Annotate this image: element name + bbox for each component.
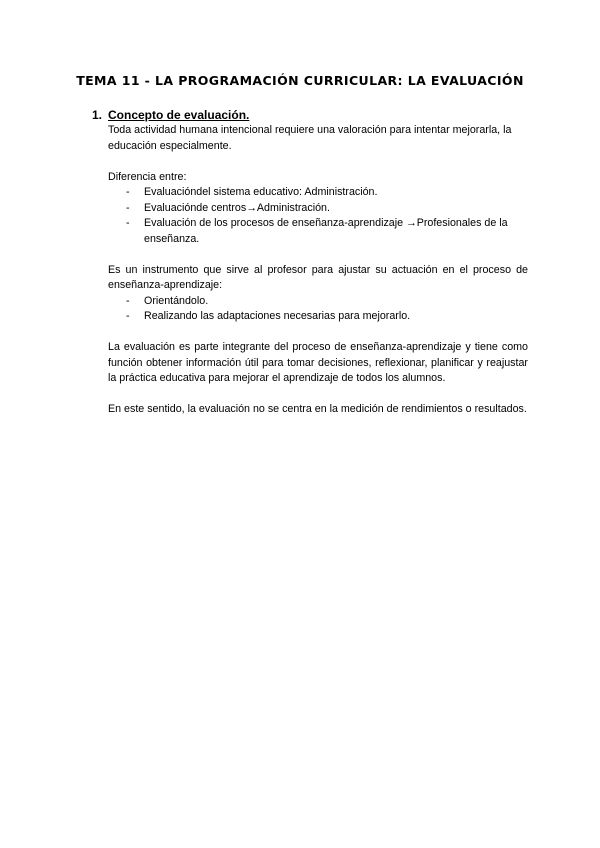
spacer — [108, 387, 528, 403]
list-item-text: Evaluacióndel sistema educativo: Administración. — [144, 186, 378, 198]
dash-bullet: - — [126, 310, 130, 322]
list-item — [108, 216, 528, 247]
list-item-text: Orientándolo. — [144, 294, 209, 307]
difference-intro: Diferencia entre: — [108, 170, 187, 183]
dash-bullet: - — [126, 186, 130, 198]
document-title: TEMA 11 - LA PROGRAMACIÓN CURRICULAR: LA EVALUACIÓN — [76, 73, 524, 88]
dash-bullet: - — [126, 217, 130, 229]
spacer — [108, 325, 528, 341]
list-item — [108, 309, 528, 325]
instrument-paragraph: Es un instrumento que sirve al profesor para ajustar su actuación en el proceso de enseñanza-aprendizaje: — [108, 263, 528, 291]
list-item-text: Evaluaciónde centros→Administración. — [144, 201, 330, 214]
list-item — [108, 294, 528, 310]
list-item — [108, 185, 528, 201]
list-item-text: Realizando las adaptaciones necesarias para mejorarlo. — [144, 310, 411, 322]
section-number: 1. — [92, 108, 103, 122]
dash-bullet: - — [126, 294, 130, 307]
spacer — [108, 247, 528, 263]
list-item — [108, 201, 528, 217]
spacer — [108, 154, 528, 170]
dash-bullet: - — [126, 201, 130, 214]
section-concepto-evaluacion — [92, 107, 528, 418]
section-heading — [92, 107, 528, 123]
conclusion-paragraph: En este sentido, la evaluación no se centra en la medición de rendimientos o resultados. — [108, 403, 527, 415]
list-item-text: Evaluación de los procesos de enseñanza-aprendizaje →Profesionales de la enseñanza. — [144, 217, 508, 245]
intro-paragraph: Toda actividad humana intencional requiere una valoración para intentar mejorarla, la educación especialmente. — [108, 124, 512, 152]
instrument-list — [108, 294, 528, 325]
section-heading-text: Concepto de evaluación. — [108, 108, 250, 122]
evaluation-paragraph: La evaluación es parte integrante del proceso de enseñanza-aprendizaje y tiene como función obtener información útil para tomar decisiones, reflexionar, planificar y reajustar la práctica educativa para mejorar el aprendizaje de todos los alumnos. — [108, 341, 528, 384]
difference-list — [108, 185, 528, 247]
section-body — [108, 123, 528, 418]
